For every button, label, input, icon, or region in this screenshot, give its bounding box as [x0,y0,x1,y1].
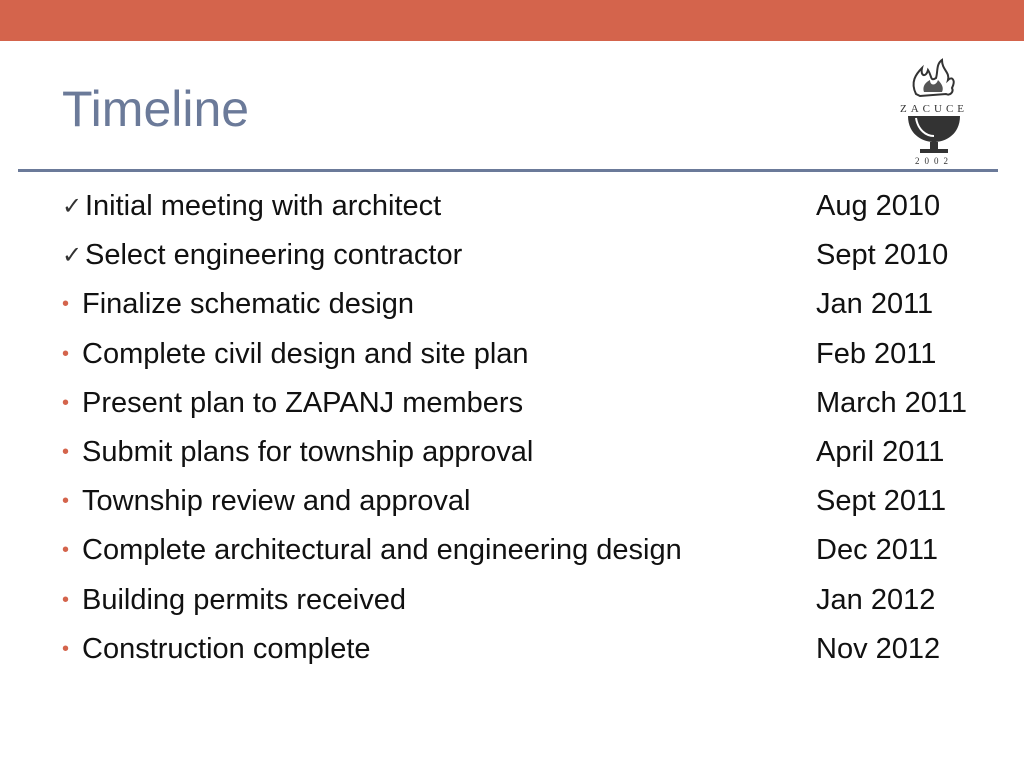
timeline-item-label: Construction complete [82,632,371,665]
timeline-item-label: Building permits received [82,583,406,616]
timeline-item-date: Jan 2011 [816,288,934,321]
timeline-item [62,576,1012,625]
bullet-icon: • [62,342,70,365]
timeline-item-date: Jan 2012 [816,583,936,616]
bullet-icon: • [62,440,70,463]
bullet-icon: • [62,637,70,660]
timeline-item-label: Complete civil design and site plan [82,337,529,370]
timeline-item [62,182,1012,231]
bullet-icon: • [62,391,70,414]
checkmark-icon: ✓ [62,193,83,220]
timeline-item-date: April 2011 [816,435,945,468]
timeline-item-date: Aug 2010 [816,190,941,222]
zacuce-logo [886,56,982,168]
logo-name: ZACUCE [900,103,968,115]
logo-year: 2002 [915,156,953,166]
timeline-item [62,379,1012,428]
slide-title: Timeline [62,81,250,137]
timeline-item-date: Sept 2010 [816,239,949,272]
timeline-item [62,428,1012,477]
timeline-item [62,231,1012,280]
timeline-item-label: Present plan to ZAPANJ members [82,386,524,419]
timeline-item-label: Initial meeting with architect [85,190,442,222]
timeline-item [62,330,1012,379]
timeline-list [62,182,1012,674]
timeline-item-date: Dec 2011 [816,534,938,567]
bullet-icon: • [62,490,70,513]
timeline-item-label: Finalize schematic design [82,288,415,321]
bullet-icon: • [62,293,70,316]
timeline-item [62,477,1012,526]
timeline-item-label: Submit plans for township approval [82,435,534,468]
timeline-item-label: Select engineering contractor [85,239,463,272]
flame-inner-icon [923,80,942,92]
timeline-item-date: Sept 2011 [816,485,947,518]
timeline-item [62,280,1012,329]
timeline-item [62,526,1012,575]
bullet-icon: • [62,588,70,611]
checkmark-icon: ✓ [62,242,83,270]
timeline-item-label: Complete architectural and engineering design [82,534,682,567]
timeline-item-date: Nov 2012 [816,632,941,665]
timeline-item [62,625,1012,674]
top-accent-bar [0,0,1024,41]
timeline-item-label: Township review and approval [82,485,471,518]
timeline-item-date: Feb 2011 [816,337,937,370]
timeline-item-date: March 2011 [816,386,967,419]
title-divider [18,169,998,172]
bullet-icon: • [62,539,70,562]
